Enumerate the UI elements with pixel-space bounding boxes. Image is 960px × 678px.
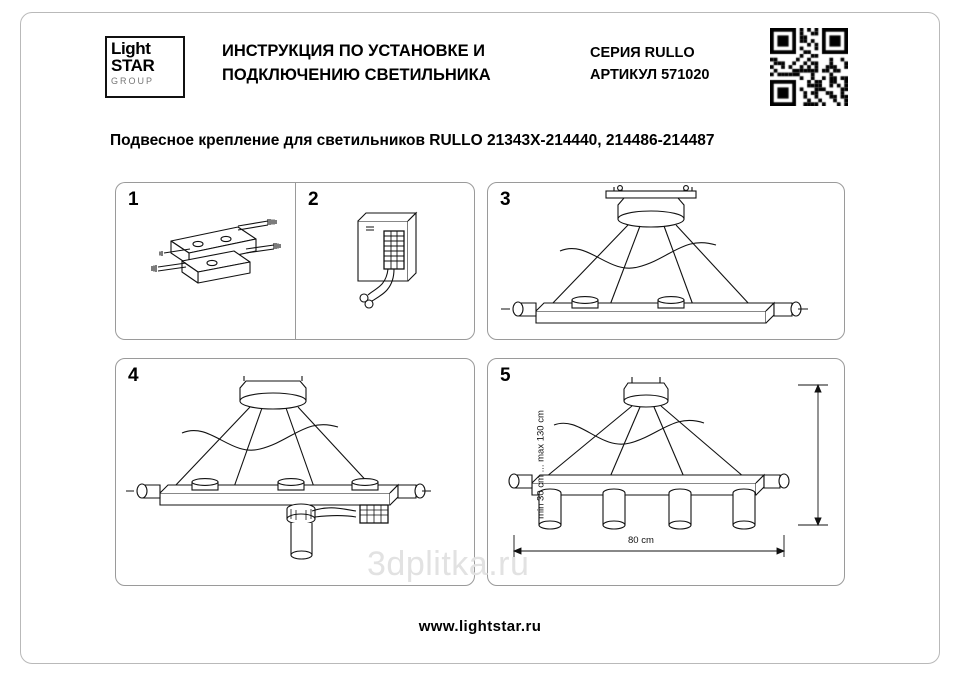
- page-title: ИНСТРУКЦИЯ ПО УСТАНОВКЕ И ПОДКЛЮЧЕНИЮ СВЕТИЛЬНИКА: [222, 42, 491, 84]
- article-label: АРТИКУЛ 571020: [590, 67, 710, 84]
- lightstar-logo: [105, 36, 185, 98]
- step-1-illustration: [116, 183, 296, 341]
- step-3-illustration: [488, 183, 846, 341]
- step-number-2: 2: [308, 189, 319, 210]
- step-panel-5: [487, 358, 845, 586]
- step-panel-1: [115, 182, 295, 340]
- step-panel-3: [487, 182, 845, 340]
- series-label: СЕРИЯ RULLO: [590, 45, 695, 61]
- product-meta: [590, 42, 710, 87]
- step-panel-4: [115, 358, 475, 586]
- step-number-4: 4: [128, 365, 139, 386]
- step-number-5: 5: [500, 365, 511, 386]
- height-dimension-label: min 30 cm ... max 130 cm: [535, 410, 547, 519]
- step-number-1: 1: [128, 189, 139, 210]
- logo-line-2: STAR: [111, 56, 155, 76]
- step-number-3: 3: [500, 189, 511, 210]
- subtitle: Подвесное крепление для светильников RULLO 21343Х-214440, 214486-214487: [110, 132, 715, 149]
- step-4-illustration: [116, 359, 476, 587]
- watermark: 3dplitka.ru: [367, 545, 530, 583]
- step-2-illustration: [296, 183, 476, 341]
- footer-website: www.lightstar.ru: [418, 618, 542, 635]
- logo-line-1: Light: [111, 39, 151, 58]
- qr-code-icon: [770, 28, 848, 106]
- width-dimension-label: 80 cm: [628, 535, 654, 546]
- logo-line-3: GROUP: [111, 75, 155, 86]
- step-panel-2: [295, 182, 475, 340]
